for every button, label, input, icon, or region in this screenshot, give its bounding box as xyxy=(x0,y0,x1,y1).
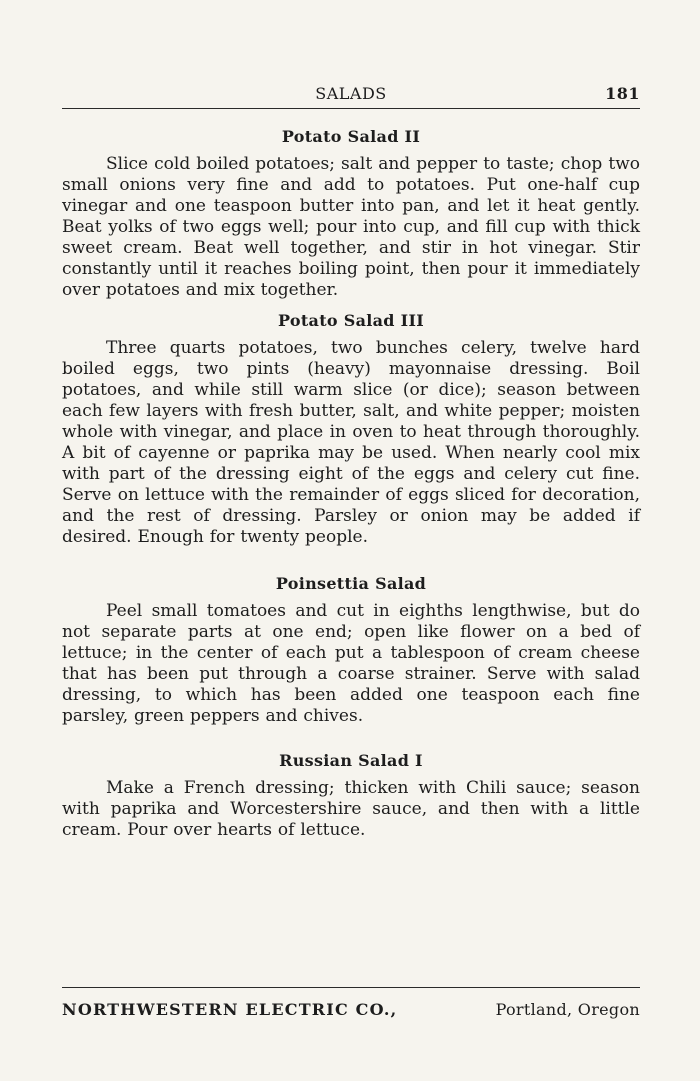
page-footer xyxy=(62,987,640,1019)
book-page xyxy=(62,80,640,841)
recipe-title: Poinsettia Salad xyxy=(275,574,427,593)
recipe-body: Make a French dressing; thicken with Chili sauce; season with paprika and Worcestershire sauce, and then with a little cream. Pour over hearts of lettuce. xyxy=(62,778,640,840)
recipe-body: Slice cold boiled potatoes; salt and pepper to taste; chop two small onions very fine and add to potatoes. Put one-half cup vinegar and one teaspoon butter into pan, and let it heat gently. Beat yolks of two eggs well; pour into cup, and fill cup with thick sweet cream. Beat well together, and stir in hot vinegar. Stir constantly until it reaches boiling point, then pour it immediately over potatoes and mix together. xyxy=(62,154,640,300)
recipe-title: Potato Salad III xyxy=(277,311,425,330)
recipe-body: Three quarts potatoes, two bunches celery, twelve hard boiled eggs, two pints (heavy) mayonnaise dressing. Boil potatoes, and while still warm slice (or dice); season between each few layers with fresh butter, salt, and white pepper; moisten whole with vinegar, and place in oven to heat through thoroughly. A bit of cayenne or paprika may be used. When nearly cool mix with part of the dressing eight of the eggs and celery cut fine. Serve on lettuce with the remainder of eggs sliced for decoration, and the rest of dressing. Parsley or onion may be added if desired. Enough for twenty people. xyxy=(62,338,640,547)
recipe-title: Potato Salad II xyxy=(281,127,421,146)
recipe-potato-salad-ii xyxy=(62,127,640,301)
recipe-body: Peel small tomatoes and cut in eighths lengthwise, but do not separate parts at one end; open like flower on a bed of lettuce; in the center of each put a tablespoon of cream cheese that has been put through a coarse strainer. Serve with salad dressing, to which has been added one teaspoon each fine parsley, green peppers and chives. xyxy=(62,601,640,726)
recipe-title: Russian Salad I xyxy=(279,751,423,770)
footer-location: Portland, Oregon xyxy=(495,1000,640,1019)
footer-company: NORTHWESTERN ELECTRIC CO., xyxy=(62,1000,398,1019)
recipe-potato-salad-iii xyxy=(62,311,640,548)
section-title: SALADS xyxy=(315,84,387,103)
recipe-poinsettia-salad xyxy=(62,574,640,727)
running-head xyxy=(62,80,640,109)
recipe-russian-salad-i xyxy=(62,751,640,841)
page-number: 181 xyxy=(605,84,640,103)
